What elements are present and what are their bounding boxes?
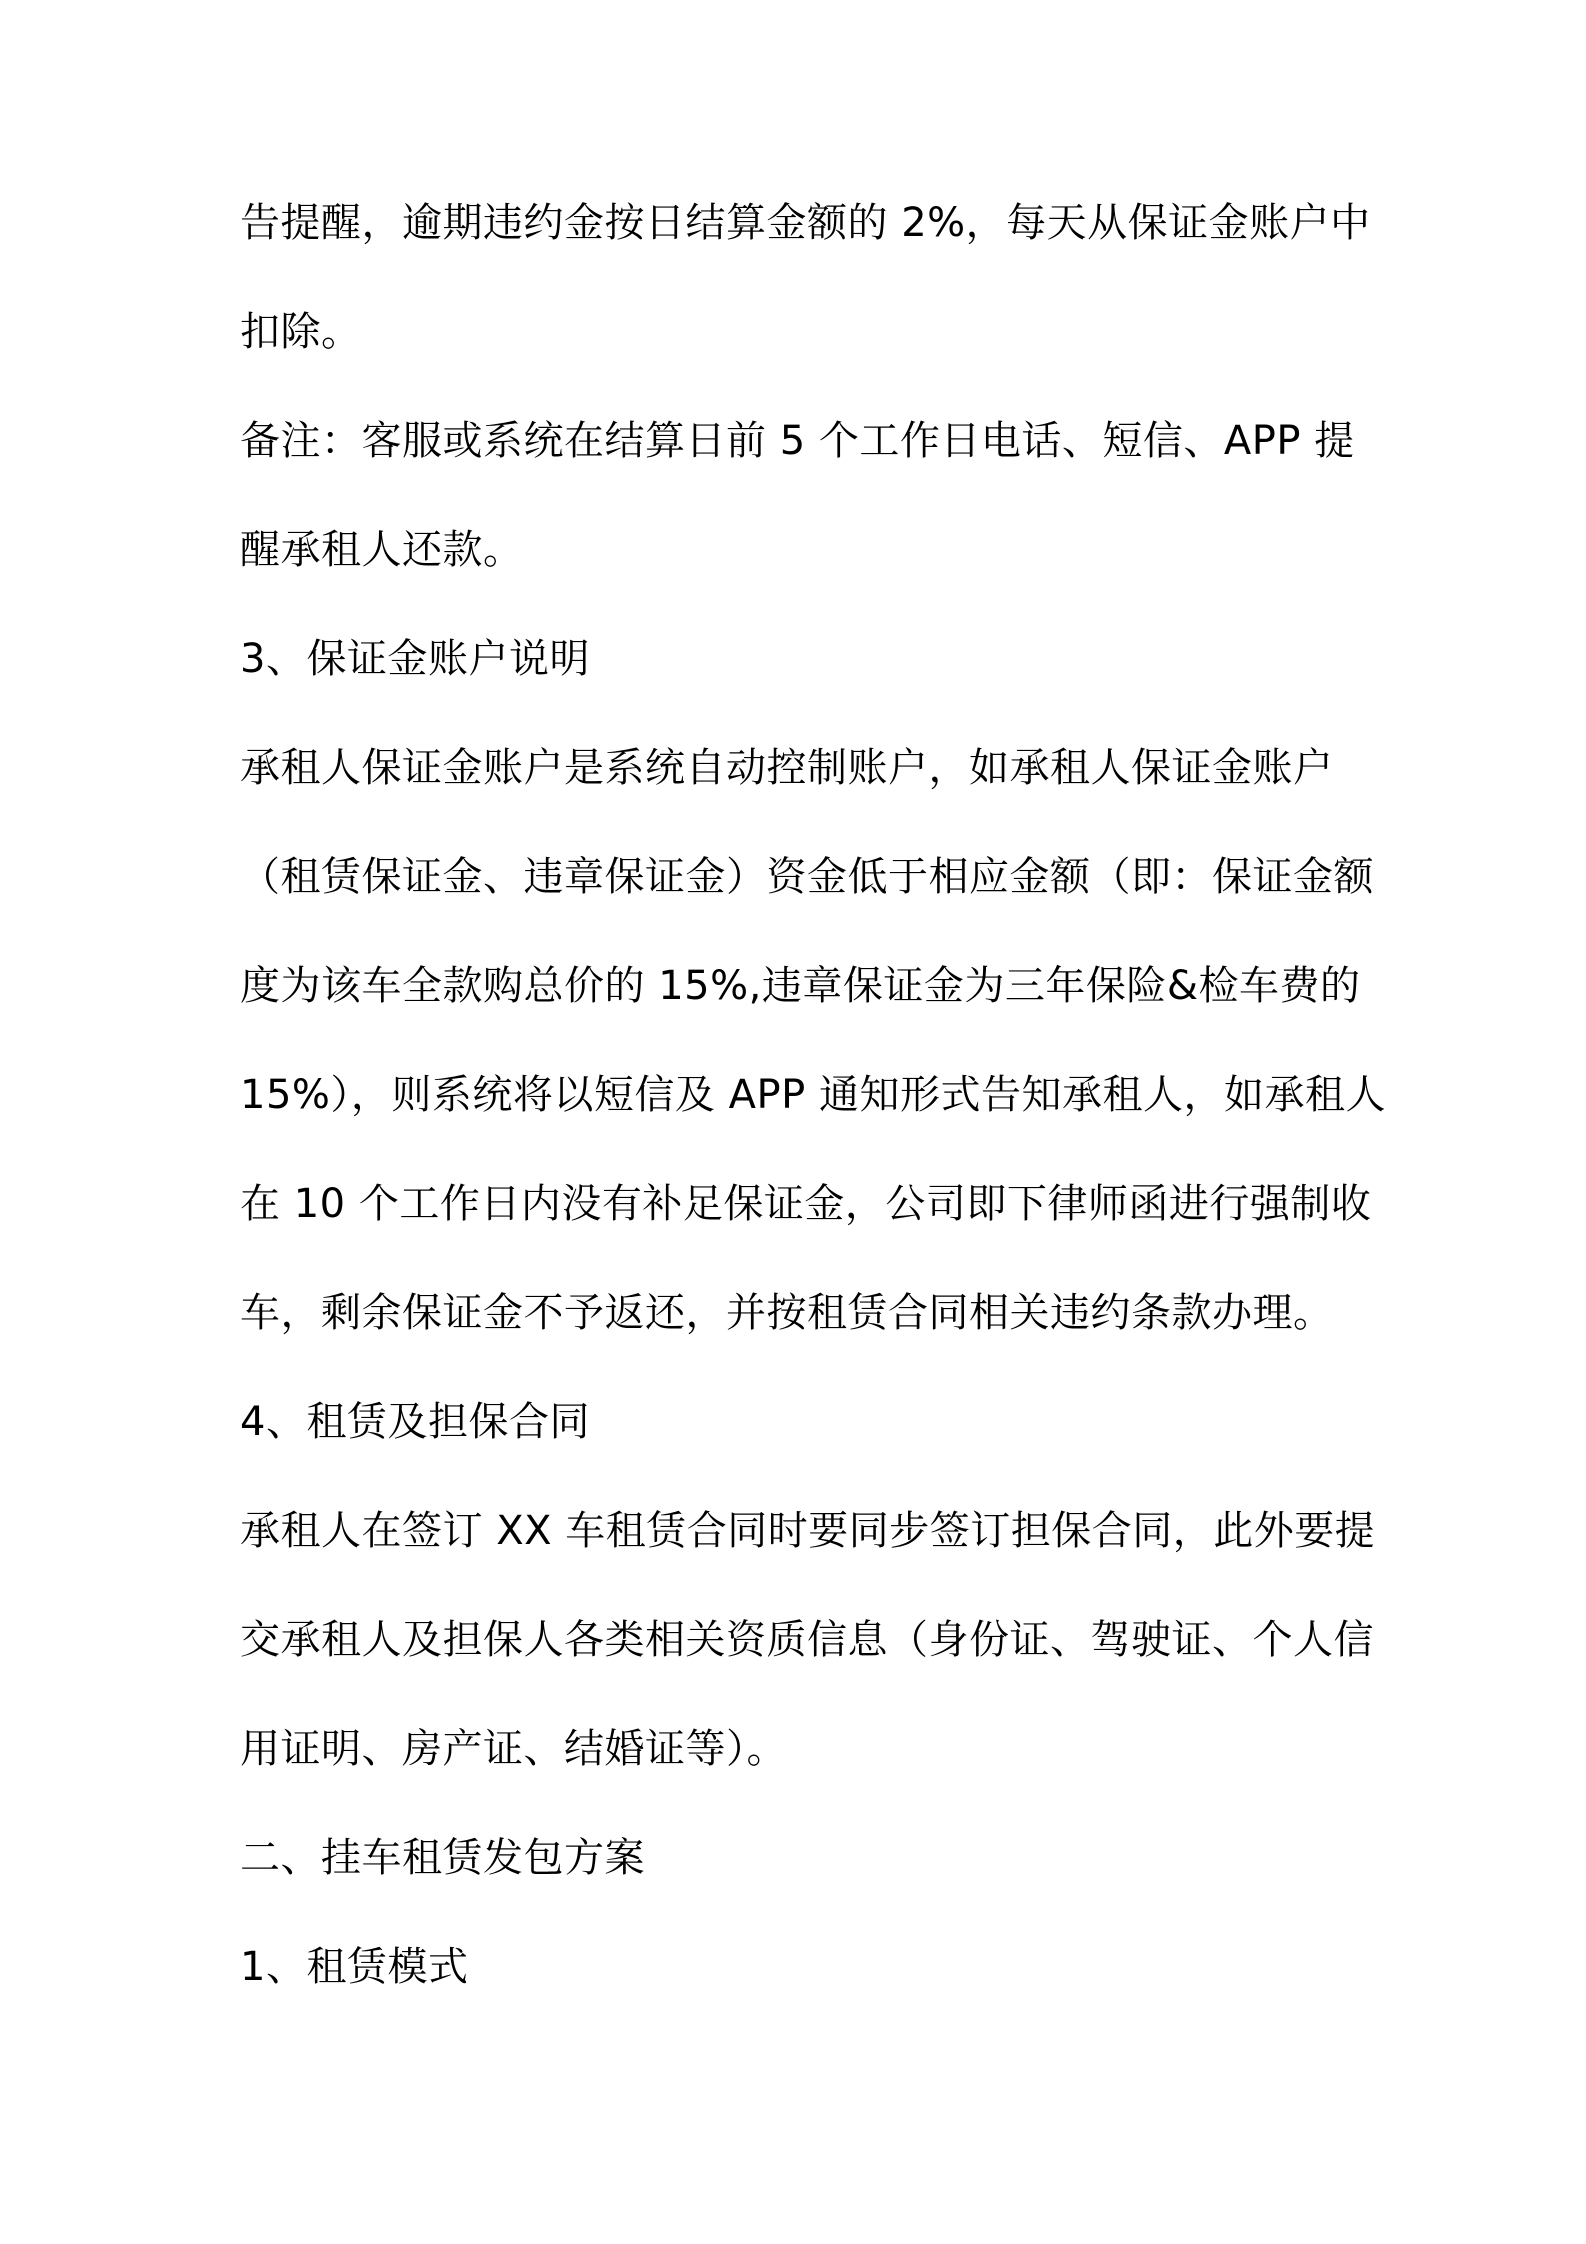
section-heading: 3、保证金账户说明 xyxy=(240,636,590,682)
paragraph-line: 用证明、房产证、结婚证等）。 xyxy=(240,1726,787,1772)
note-line: 备注：客服或系统在结算日前 5 个工作日电话、短信、APP 提 xyxy=(240,418,1355,464)
chapter-heading: 二、挂车租赁发包方案 xyxy=(240,1835,645,1881)
section-heading: 1、租赁模式 xyxy=(240,1944,469,1990)
paragraph-line: 在 10 个工作日内没有补足保证金，公司即下律师函进行强制收 xyxy=(240,1181,1372,1227)
paragraph-line: 扣除。 xyxy=(240,309,362,355)
paragraph-line: 15%），则系统将以短信及 APP 通知形式告知承租人，如承租人 xyxy=(240,1072,1386,1118)
paragraph-line: 承租人在签订 XX 车租赁合同时要同步签订担保合同，此外要提 xyxy=(240,1508,1376,1554)
paragraph-line: （租赁保证金、违章保证金）资金低于相应金额（即：保证金额 xyxy=(240,854,1374,900)
note-line: 醒承租人还款。 xyxy=(240,527,524,573)
paragraph-line: 度为该车全款购总价的 15%,违章保证金为三年保险&检车费的 xyxy=(240,963,1361,1009)
paragraph-line: 告提醒，逾期违约金按日结算金额的 2%，每天从保证金账户中 xyxy=(240,200,1371,246)
paragraph-line: 车，剩余保证金不予返还，并按租赁合同相关违约条款办理。 xyxy=(240,1290,1334,1336)
section-heading: 4、租赁及担保合同 xyxy=(240,1399,590,1445)
paragraph-line: 交承租人及担保人各类相关资质信息（身份证、驾驶证、个人信 xyxy=(240,1617,1374,1663)
paragraph-line: 承租人保证金账户是系统自动控制账户，如承租人保证金账户 xyxy=(240,745,1334,791)
